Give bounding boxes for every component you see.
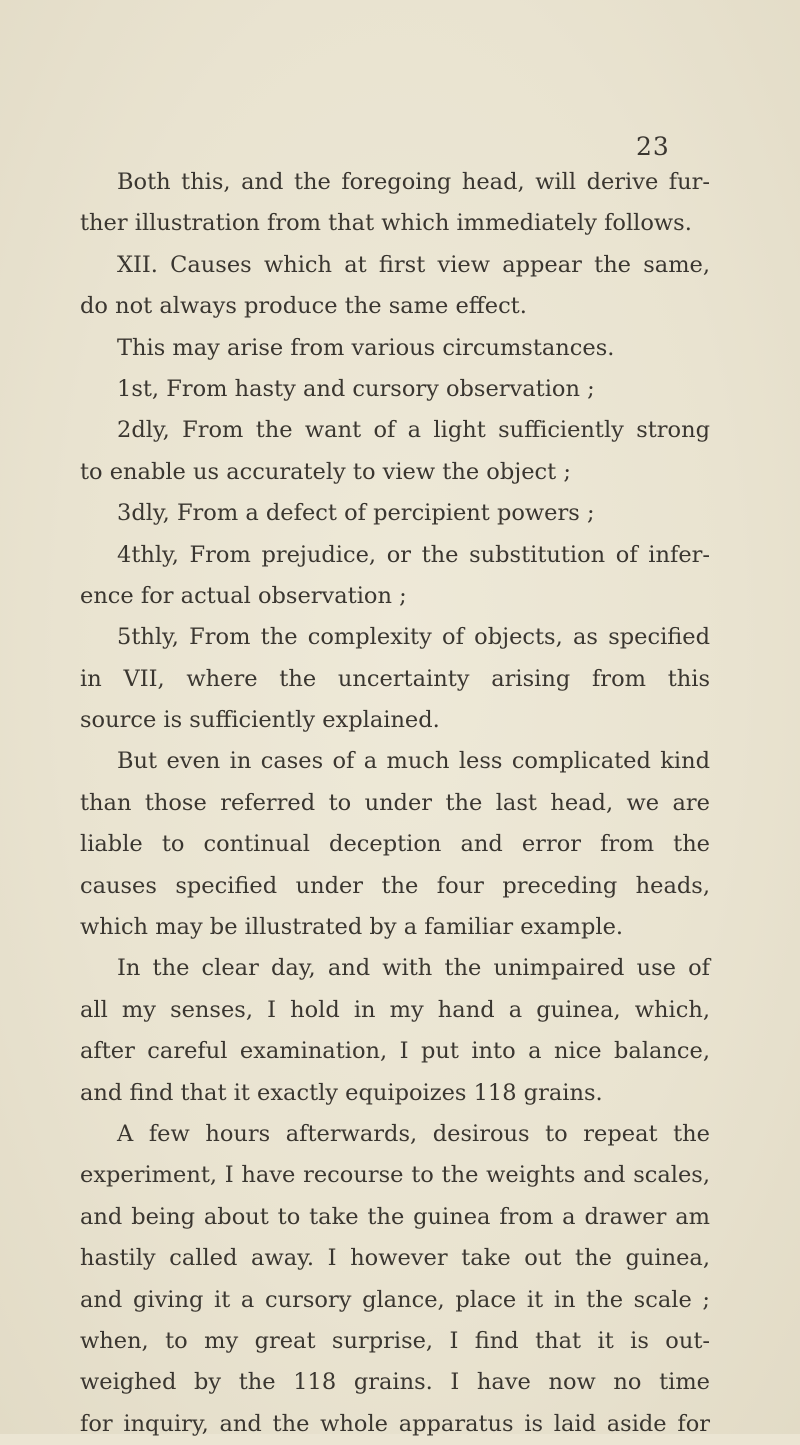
text-line: than those referred to under the last head, we are — [80, 789, 710, 816]
text-line: causes specified under the four preceding heads, — [80, 872, 710, 899]
text-line: 4thly, From prejudice, or the substitution of infer- — [117, 541, 710, 568]
text-line: experiment, I have recourse to the weights and scales, — [80, 1162, 710, 1189]
text-line: 2dly, From the want of a light sufficiently strong — [117, 417, 710, 444]
text-line: 1st, From hasty and cursory observation ; — [117, 375, 595, 402]
text-line: after careful examination, I put into a nice balance, — [80, 1038, 710, 1065]
text-line: in VII, where the uncertainty arising from this — [80, 665, 710, 692]
text-line: In the clear day, and with the unimpaired use of — [117, 955, 710, 982]
text-line: do not always produce the same effect. — [80, 293, 527, 320]
text-line: 3dly, From a defect of percipient powers ; — [117, 500, 595, 527]
page-number: 23 — [636, 132, 670, 161]
text-line: 5thly, From the complexity of objects, as specified — [117, 624, 710, 651]
text-line: XII. Causes which at first view appear the same, — [117, 251, 710, 278]
text-line: hastily called away. I however take out the guinea, — [80, 1245, 710, 1272]
text-line: weighed by the 118 grains. I have now no time — [80, 1369, 710, 1396]
text-line: A few hours afterwards, desirous to repeat the — [117, 1120, 710, 1147]
text-line: when, to my great surprise, I find that it is out- — [80, 1327, 710, 1354]
text-line: ther illustration from that which immediately follows. — [80, 210, 692, 237]
text-line: Both this, and the foregoing head, will derive fur- — [117, 169, 710, 195]
text-line: source is sufficiently explained. — [80, 707, 440, 734]
text-line: This may arise from various circumstances. — [117, 334, 615, 361]
body-text — [80, 162, 710, 1445]
text-line: and giving it a cursory glance, place it in the scale ; — [80, 1286, 710, 1313]
text-line: But even in cases of a much less complicated kind — [117, 748, 710, 775]
text-line: and find that it exactly equipoizes 118 grains. — [80, 1079, 603, 1106]
text-line: all my senses, I hold in my hand a guinea, which, — [80, 996, 710, 1023]
text-line: ence for actual observation ; — [80, 582, 407, 609]
text-line: and being about to take the guinea from a drawer am — [80, 1203, 710, 1230]
text-line: which may be illustrated by a familiar example. — [80, 914, 624, 941]
text-line: for inquiry, and the whole apparatus is laid aside for — [80, 1410, 710, 1437]
text-line: liable to continual deception and error from the — [80, 831, 710, 858]
text-line: to enable us accurately to view the object ; — [80, 458, 571, 485]
